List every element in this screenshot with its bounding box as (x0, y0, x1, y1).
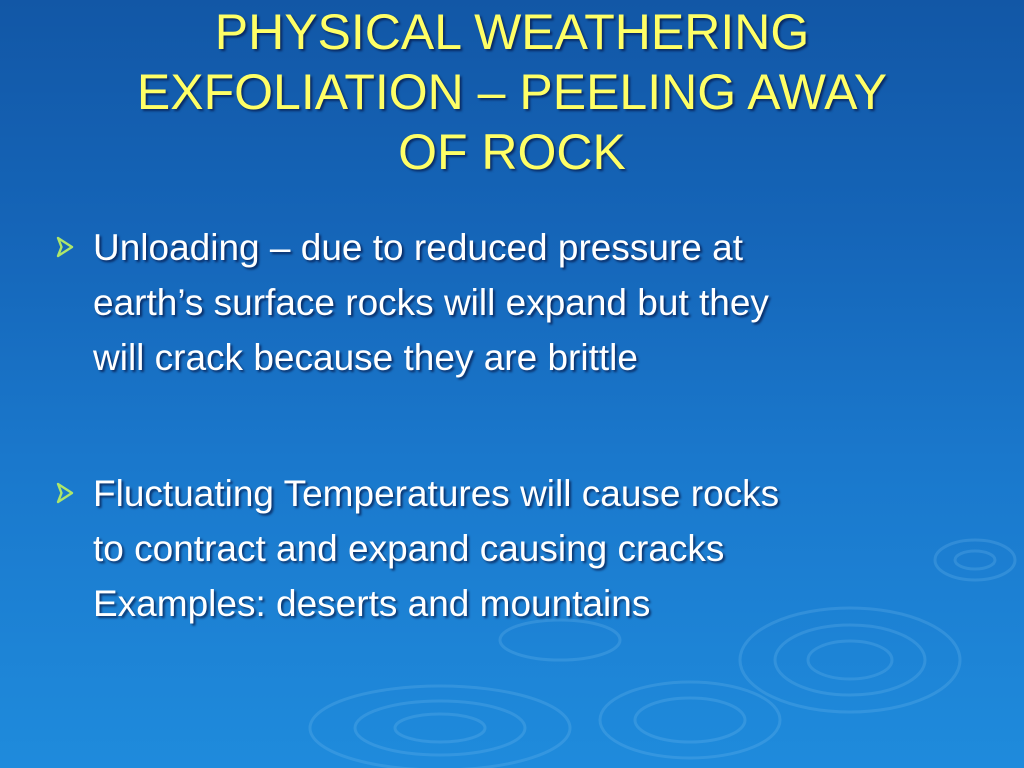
bullet-list (52, 220, 972, 631)
bullet-item (52, 466, 972, 631)
bullet-item (52, 220, 972, 385)
bullet-text-line: Examples: deserts and mountains (93, 583, 651, 624)
arrow-bullet-icon (52, 480, 78, 506)
title-line: OF ROCK (398, 124, 626, 180)
title-line: PHYSICAL WEATHERING (214, 4, 810, 60)
slide-title (40, 2, 984, 182)
arrow-bullet-icon (52, 234, 78, 260)
bullet-text-line: Fluctuating Temperatures will cause rocks (93, 473, 780, 514)
title-line: EXFOLIATION – PEELING AWAY (136, 64, 888, 120)
bullet-text-line: earth’s surface rocks will expand but they (93, 282, 769, 323)
bullet-text-line: Unloading – due to reduced pressure at (93, 227, 743, 268)
bullet-text-line: to contract and expand causing cracks (93, 528, 725, 569)
bullet-text-line: will crack because they are brittle (93, 337, 638, 378)
